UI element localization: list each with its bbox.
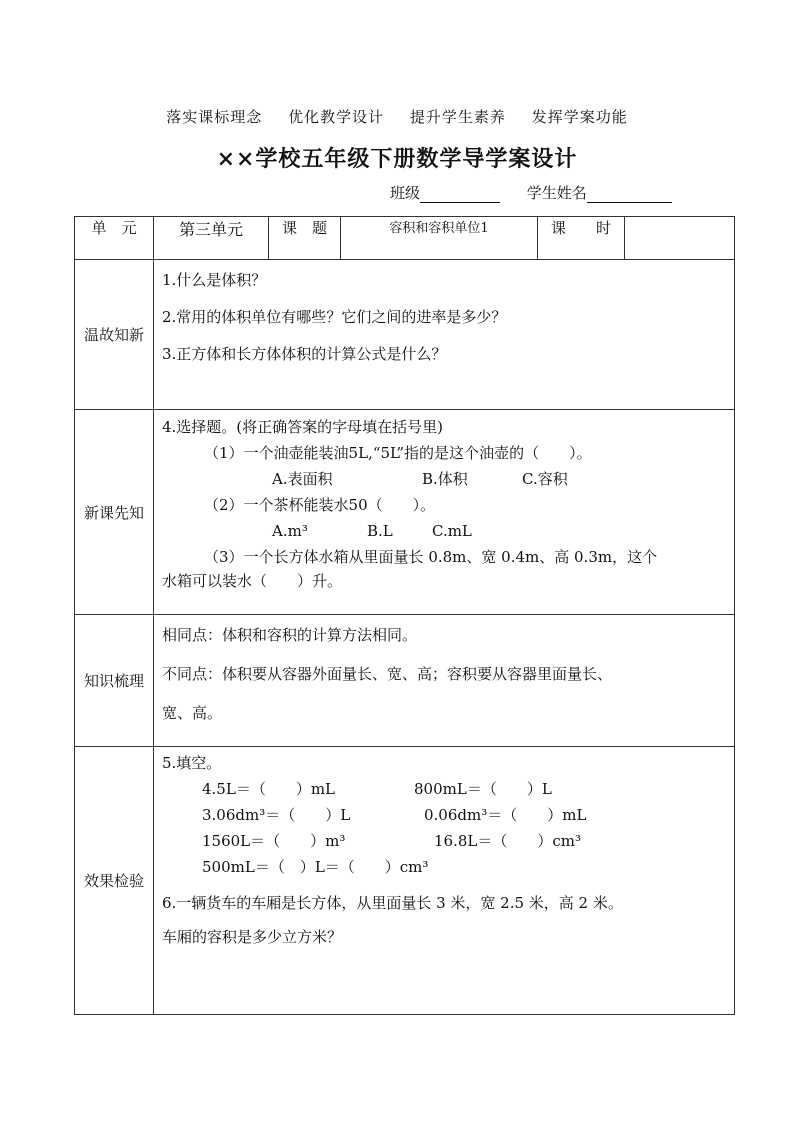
question-6: 6.一辆货车的车厢是长方体，从里面量长 3 米，宽 2.5 米，高 2 米。 <box>162 894 623 912</box>
table-header-row <box>75 217 735 260</box>
same-point: 相同点：体积和容积的计算方法相同。 <box>162 626 418 644</box>
name-label: 学生姓名 <box>526 184 587 202</box>
topic-label: 课 题 <box>269 217 341 260</box>
question-5: 5.填空。 <box>162 754 222 772</box>
option-c: C.mL <box>432 522 472 540</box>
check-row <box>75 747 735 1015</box>
option-c: C.容积 <box>522 470 568 488</box>
summary-content <box>154 615 735 747</box>
option-a: A.表面积 <box>272 470 333 488</box>
name-blank[interactable] <box>587 188 672 203</box>
slogan-item: 优化教学设计 <box>288 108 385 126</box>
topic-value: 容积和容积单位1 <box>341 217 538 260</box>
unit-value: 第三单元 <box>154 217 269 260</box>
question-4-1: （1）一个油壶能装油5L,“5L”指的是这个油壶的（ ）。 <box>204 444 592 462</box>
summary-label: 知识梳理 <box>75 615 154 747</box>
period-label: 课 时 <box>538 217 625 260</box>
slogan-item: 落实课标理念 <box>166 108 263 126</box>
fill-row: 500mL＝（ ）L＝（ ）cm³ <box>202 858 429 876</box>
diff-point-cont: 宽、高。 <box>162 704 223 722</box>
slogan-item: 提升学生素养 <box>409 108 506 126</box>
preview-content <box>154 410 735 615</box>
check-label: 效果检验 <box>75 747 154 1015</box>
unit-label: 单 元 <box>75 217 154 260</box>
study-plan-table <box>74 216 735 1015</box>
question-4-3-cont: 水箱可以装水（ ）升。 <box>162 572 343 590</box>
slogan <box>0 106 794 127</box>
question-2: 2.常用的体积单位有哪些？它们之间的进率是多少？ <box>162 308 507 326</box>
question-6-cont: 车厢的容积是多少立方米？ <box>162 928 343 946</box>
preview-label: 新课先知 <box>75 410 154 615</box>
review-row <box>75 260 735 410</box>
period-value[interactable] <box>625 217 735 260</box>
preview-row <box>75 410 735 615</box>
question-3: 3.正方体和长方体体积的计算公式是什么？ <box>162 345 447 363</box>
question-4-3: （3）一个长方体水箱从里面量长 0.8m、宽 0.4m、高 0.3m，这个 <box>204 548 658 566</box>
class-blank[interactable] <box>420 188 500 203</box>
page-title: ××学校五年级下册数学导学案设计 <box>216 146 578 172</box>
question-1: 1.什么是体积？ <box>162 271 267 289</box>
fill-row: 3.06dm³＝（ ）L 0.06dm³＝（ ）mL <box>202 806 587 824</box>
question-4-1-options <box>162 469 728 489</box>
option-a: A.m³ <box>272 522 308 540</box>
slogan-item: 发挥学案功能 <box>531 108 628 126</box>
fill-row: 4.5L＝（ ）mL 800mL＝（ ）L <box>202 780 552 798</box>
question-4-2: （2）一个茶杯能装水50（ ）。 <box>204 496 436 514</box>
summary-row <box>75 615 735 747</box>
student-info <box>390 182 672 203</box>
option-b: B.体积 <box>422 470 468 488</box>
review-content <box>154 260 735 410</box>
question-4-2-options <box>162 521 728 541</box>
review-label: 温故知新 <box>75 260 154 410</box>
class-label: 班级 <box>390 184 421 202</box>
diff-point: 不同点：体积要从容器外面量长、宽、高；容积要从容器里面量长、 <box>162 665 613 683</box>
fill-row: 1560L＝（ ）m³ 16.8L＝（ ）cm³ <box>202 832 581 850</box>
question-4: 4.选择题。(将正确答案的字母填在括号里) <box>162 418 444 436</box>
option-b: B.L <box>367 522 393 540</box>
check-content <box>154 747 735 1015</box>
